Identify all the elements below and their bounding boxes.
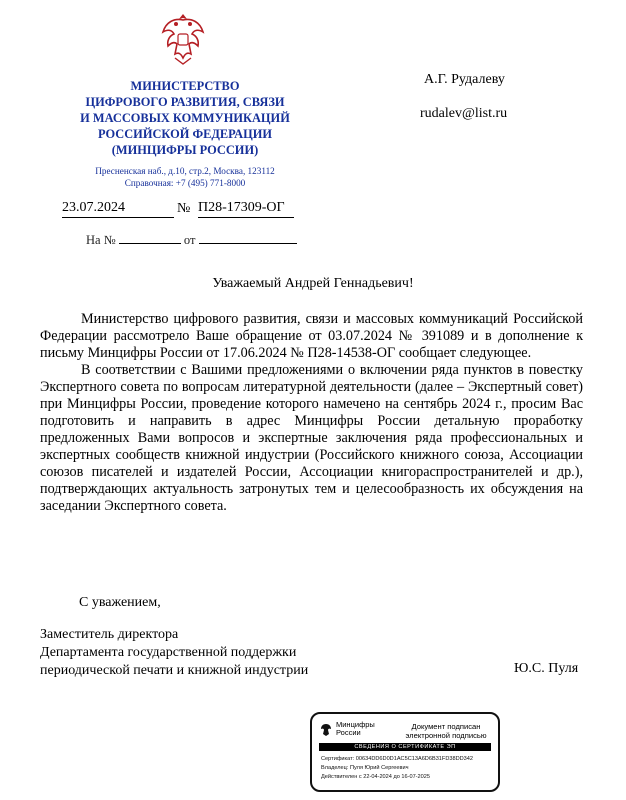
certificate-id: Сертификат: 00634DD6D0D1AC5C13A6D6B31FD38DD342 <box>321 756 474 762</box>
outgoing-date: 23.07.2024 <box>62 200 174 218</box>
position-line: Заместитель директора <box>40 627 179 642</box>
certificate-owner: Владелец: Пуля Юрий Сергеевич <box>321 765 409 771</box>
electronic-signature-stamp <box>310 712 500 792</box>
signatory-position <box>40 626 308 680</box>
certificate-validity: Действителен с 22-04-2024 до 16-07-2025 <box>321 774 430 780</box>
recipient-email: rudalev@list.ru <box>420 106 508 121</box>
position-line: Департамента государственной поддержки <box>40 645 297 660</box>
stamp-title-line: Документ подписан <box>411 722 481 731</box>
closing: С уважением, <box>79 595 161 610</box>
recipient-name: А.Г. Рудалеву <box>424 72 505 87</box>
ref-prefix: На № <box>86 233 116 247</box>
ministry-address <box>60 165 310 189</box>
ministry-line: РОССИЙСКОЙ ФЕДЕРАЦИИ <box>98 127 272 141</box>
position-line: периодической печати и книжной индустрии <box>40 663 309 678</box>
stamp-org-line: России <box>336 728 361 737</box>
letter-body <box>40 311 583 515</box>
stamp-title <box>396 722 496 740</box>
reference-line <box>86 232 297 248</box>
address-line: Пресненская наб., д.10, стр.2, Москва, 123112 <box>95 166 275 176</box>
ministry-name <box>60 78 310 158</box>
phone-line: Справочная: +7 (495) 771-8000 <box>124 178 246 188</box>
ref-from: от <box>183 233 196 247</box>
paragraph: Министерство цифрового развития, связи и массовых коммуникаций Российской Федерации рассмотрело Ваше обращение от 03.07.2024 № 391089 и в дополнение к письму Минцифры России от 17.06.2024 № П28-14538-ОГ сообщает следующее. <box>40 311 583 361</box>
greeting: Уважаемый Андрей Геннадьевич! <box>212 276 414 291</box>
ministry-line: ЦИФРОВОГО РАЗВИТИЯ, СВЯЗИ <box>85 95 285 109</box>
ministry-line: (МИНЦИФРЫ РОССИИ) <box>111 143 259 157</box>
certificate-details <box>321 755 473 782</box>
ministry-line: И МАССОВЫХ КОММУНИКАЦИЙ <box>80 111 290 125</box>
emblem-icon <box>320 723 332 737</box>
ref-number-blank <box>119 232 181 244</box>
coat-of-arms-icon <box>160 10 206 68</box>
stamp-org <box>336 721 386 737</box>
stamp-org-line: Минцифры <box>336 720 375 729</box>
number-sign: № <box>177 201 191 216</box>
certificate-header: СВЕДЕНИЯ О СЕРТИФИКАТЕ ЭП <box>319 743 491 751</box>
signatory-name: Ю.С. Пуля <box>514 661 579 676</box>
stamp-title-line: электронной подписью <box>405 731 487 740</box>
ref-date-blank <box>199 232 297 244</box>
paragraph: В соответствии с Вашими предложениями о включении ряда пунктов в повестку Экспертного совета по вопросам литературной деятельности (далее – Экспертный совет) при Минцифры России, проведение которого намечено на сентябрь 2024 г., просим Вас подготовить и направить в адрес Минцифры России детальную проработку предложенных Вами вопросов и экспертные заключения ряда профессиональных и экспертных сообществ книжной индустрии (Российского книжного союза, Ассоциации союзов писателей и издателей России, Ассоциации книгораспространителей и др.), подтверждающих актуальность затронутых тем и целесообразность их обсуждения на заседании Экспертного совета. <box>40 362 583 514</box>
ministry-line: МИНИСТЕРСТВО <box>130 79 240 93</box>
outgoing-number: П28-17309-ОГ <box>198 200 294 218</box>
